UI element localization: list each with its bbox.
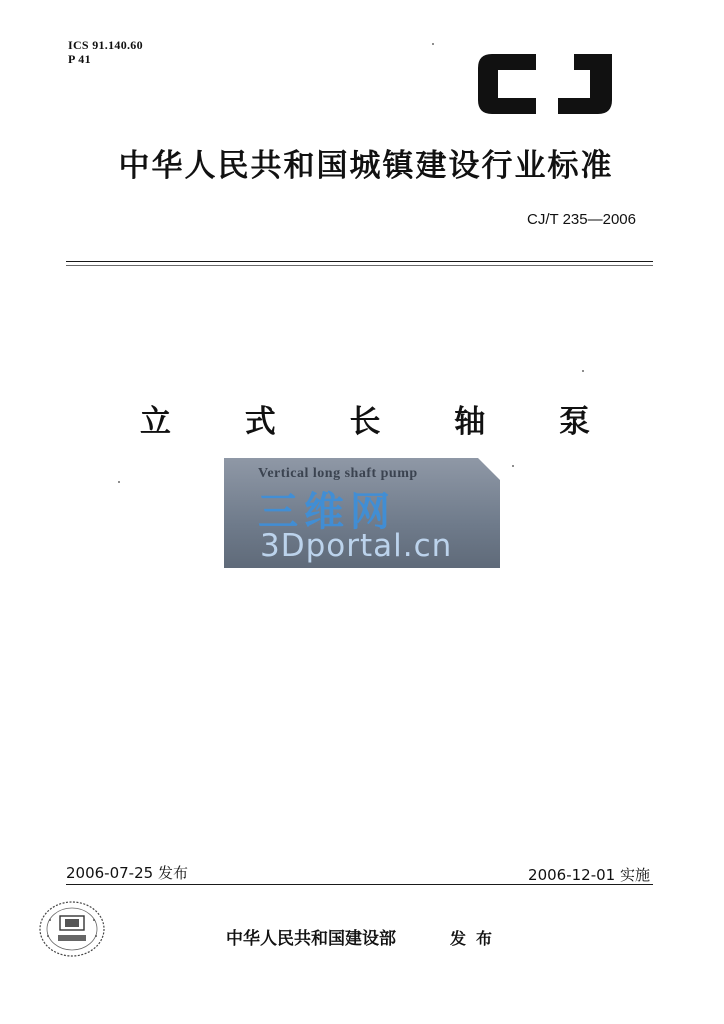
ics-classification: [68, 38, 143, 66]
ics-code: ICS 91.140.60: [68, 38, 143, 52]
publisher-action: 发布: [450, 929, 503, 948]
top-divider-thin: [66, 265, 653, 266]
top-divider: [66, 261, 653, 262]
issue-date: 2006-07-25 发布: [66, 864, 188, 882]
document-subtitle-en: Vertical long shaft pump: [258, 466, 418, 481]
bottom-divider: [66, 884, 653, 885]
scan-speck: [432, 43, 434, 45]
title-char: 式: [244, 404, 276, 440]
scan-speck: [582, 370, 584, 372]
title-char: 立: [140, 404, 171, 440]
scan-speck: [118, 481, 120, 483]
title-char: 轴: [454, 404, 486, 440]
watermark-cn-text: 三维网: [258, 489, 396, 535]
scan-speck: [512, 465, 514, 467]
publisher-name: 中华人民共和国建设部: [226, 929, 396, 949]
standard-category-title: 中华人民共和国城镇建设行业标准: [118, 148, 614, 184]
effective-date: 2006-12-01 实施: [528, 866, 650, 884]
title-char: 泵: [559, 404, 590, 440]
watermark-en-text: 3Dportal.cn: [260, 528, 453, 564]
publisher-seal: [36, 898, 108, 960]
watermark-fold: [478, 458, 500, 480]
seal-graphic: [36, 898, 108, 960]
cj-logo-graphic: [474, 50, 616, 118]
standard-number: CJ/T 235—2006: [527, 211, 636, 228]
document-title: [140, 396, 590, 441]
cj-logo: [474, 50, 616, 118]
title-char: 长: [349, 404, 381, 440]
ccs-code: P 41: [68, 52, 91, 66]
